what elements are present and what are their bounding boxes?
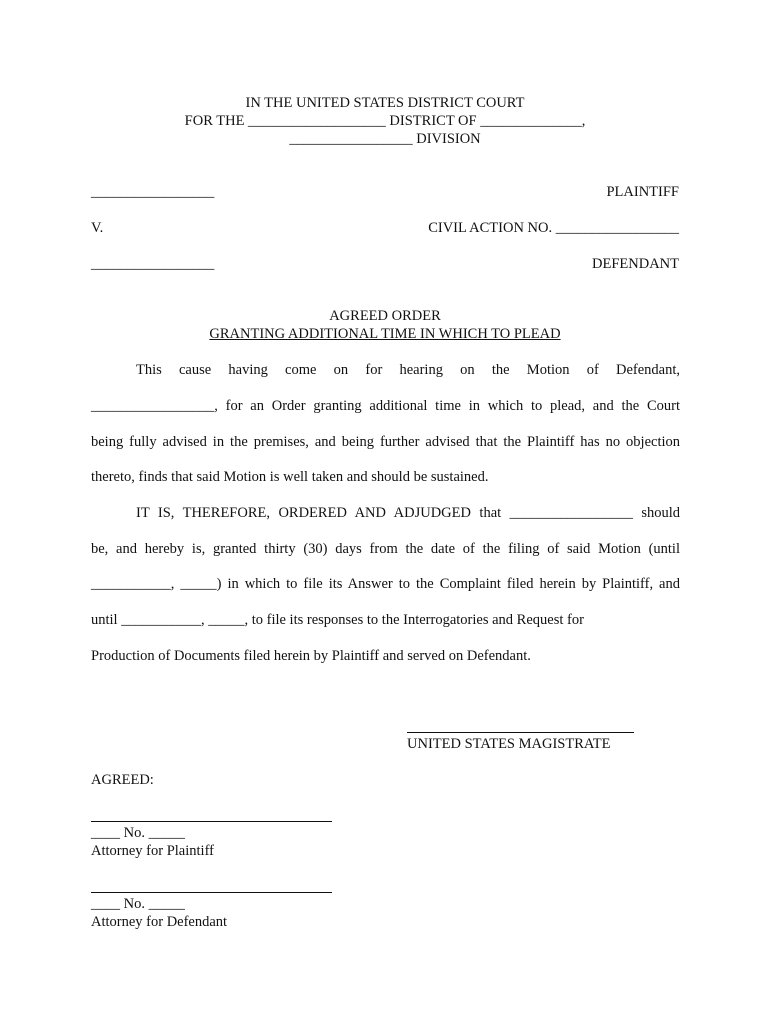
- versus-label: V.: [91, 220, 104, 236]
- civil-action-number: CIVIL ACTION NO. _________________: [428, 220, 679, 236]
- body-p2-line3: ___________, _____) in which to file its Answer to the Complaint filed herein by Plaintiff, and: [91, 576, 680, 592]
- body-p1-line4: thereto, finds that said Motion is well taken and should be sustained.: [91, 469, 489, 485]
- defendant-attorney-label: Attorney for Defendant: [91, 914, 228, 930]
- plaintiff-attorney-bar-number: ____ No. _____: [91, 825, 185, 841]
- magistrate-signature-line: [407, 732, 634, 733]
- body-p1-line3: being fully advised in the premises, and being further advised that the Plaintiff has no objection: [91, 434, 680, 450]
- court-title: IN THE UNITED STATES DISTRICT COURT: [245, 95, 525, 111]
- body-p2-line2: be, and hereby is, granted thirty (30) days from the date of the filing of said Motion (until: [91, 541, 680, 557]
- agreed-label: AGREED:: [91, 772, 154, 788]
- plaintiff-label: PLAINTIFF: [606, 184, 679, 200]
- district-line: FOR THE ___________________ DISTRICT OF ______________,: [184, 113, 586, 129]
- plaintiff-name-blank: _________________: [91, 184, 215, 200]
- order-title: AGREED ORDER: [329, 308, 441, 324]
- defendant-label: DEFENDANT: [592, 256, 679, 272]
- magistrate-label: UNITED STATES MAGISTRATE: [407, 736, 611, 752]
- body-p1-line1: This cause having come on for hearing on the Motion of Defendant,: [136, 362, 680, 378]
- order-subtitle: GRANTING ADDITIONAL TIME IN WHICH TO PLEAD: [209, 326, 561, 342]
- division-line: _________________ DIVISION: [289, 131, 481, 147]
- defendant-attorney-signature-line: [91, 892, 332, 893]
- plaintiff-attorney-label: Attorney for Plaintiff: [91, 843, 214, 859]
- defendant-name-blank: _________________: [91, 256, 215, 272]
- body-p2-line4: until ___________, _____, to file its responses to the Interrogatories and Request for: [91, 612, 584, 628]
- body-p2-line1: IT IS, THEREFORE, ORDERED AND ADJUDGED that _________________ should: [136, 505, 680, 521]
- defendant-attorney-bar-number: ____ No. _____: [91, 896, 185, 912]
- plaintiff-attorney-signature-line: [91, 821, 332, 822]
- body-p1-line2: _________________, for an Order granting additional time in which to plead, and the Court: [91, 398, 680, 414]
- body-p2-line5: Production of Documents filed herein by Plaintiff and served on Defendant.: [91, 648, 531, 664]
